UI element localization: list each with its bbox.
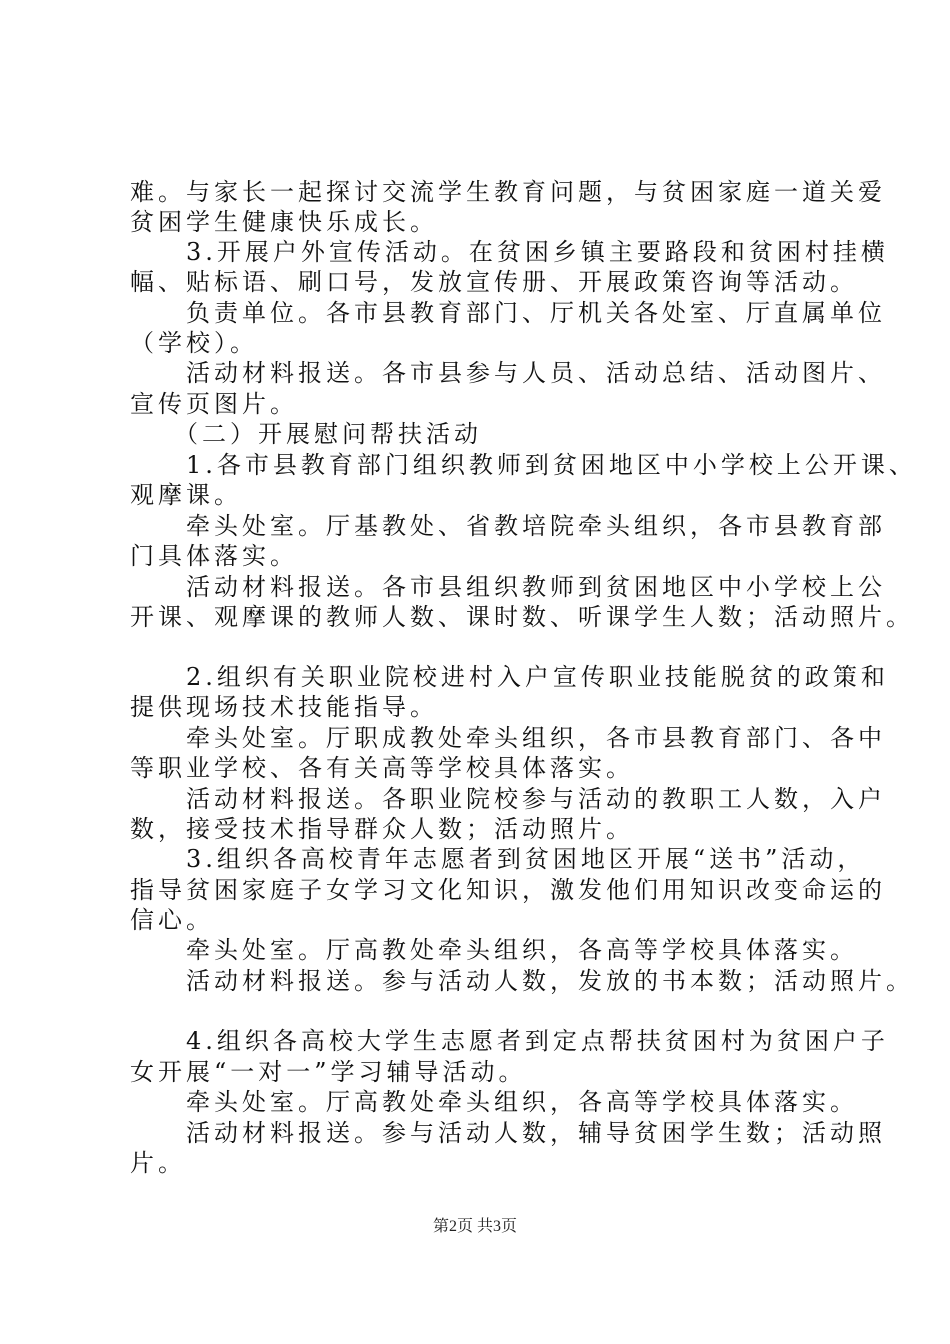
body-text-line: 活动材料报送。各市县参与人员、活动总结、活动图片、 [130, 359, 886, 387]
body-text-line: 难。与家长一起探讨交流学生教育问题，与贫困家庭一道关爱 [130, 178, 886, 206]
body-text-line: 3.开展户外宣传活动。在贫困乡镇主要路段和贫困村挂横 [130, 238, 889, 266]
body-text-line: 宣传页图片。 [130, 390, 298, 418]
body-text-line: 活动材料报送。参与活动人数，发放的书本数；活动照片。 [130, 967, 914, 995]
body-text-line: 牵头处室。厅高教处牵头组织，各高等学校具体落实。 [130, 936, 858, 964]
body-text-line: （学校）。 [130, 329, 258, 357]
body-text-line: 幅、贴标语、刷口号，发放宣传册、开展政策咨询等活动。 [130, 268, 858, 296]
body-text-line: 指导贫困家庭子女学习文化知识，激发他们用知识改变命运的 [130, 876, 886, 904]
body-text-line: 数，接受技术指导群众人数；活动照片。 [130, 815, 634, 843]
body-text-line: 观摩课。 [130, 481, 242, 509]
body-text-line: 贫困学生健康快乐成长。 [130, 208, 438, 236]
body-text-line: 开课、观摩课的教师人数、课时数、听课学生人数；活动照片。 [130, 603, 914, 631]
body-text-line: 活动材料报送。参与活动人数，辅导贫困学生数；活动照 [130, 1119, 886, 1147]
body-text-line: 牵头处室。厅基教处、省教培院牵头组织，各市县教育部 [130, 512, 886, 540]
body-text-line: 女开展“一对一”学习辅导活动。 [130, 1058, 527, 1086]
body-text-line: 负责单位。各市县教育部门、厅机关各处室、厅直属单位 [130, 299, 886, 327]
body-text-line: 提供现场技术技能指导。 [130, 693, 438, 721]
body-text-line: 牵头处室。厅高教处牵头组织，各高等学校具体落实。 [130, 1088, 858, 1116]
body-text-line: 1.各市县教育部门组织教师到贫困地区中小学校上公开课、 [130, 451, 917, 479]
section-heading: （二）开展慰问帮扶活动 [130, 420, 482, 448]
body-text-line: 活动材料报送。各市县组织教师到贫困地区中小学校上公 [130, 573, 886, 601]
body-text-line: 活动材料报送。各职业院校参与活动的教职工人数，入户 [130, 785, 886, 813]
body-text-line: 片。 [130, 1149, 186, 1177]
body-text-line: 牵头处室。厅职成教处牵头组织，各市县教育部门、各中 [130, 724, 886, 752]
body-text-line: 2.组织有关职业院校进村入户宣传职业技能脱贫的政策和 [130, 663, 889, 691]
page-number-footer: 第2页 共3页 [432, 1218, 517, 1235]
body-text-line: 等职业学校、各有关高等学校具体落实。 [130, 754, 634, 782]
body-text-line: 门具体落实。 [130, 542, 298, 570]
body-text-line: 4.组织各高校大学生志愿者到定点帮扶贫困村为贫困户子 [130, 1027, 889, 1055]
body-text-line: 3.组织各高校青年志愿者到贫困地区开展“送书”活动， [130, 845, 866, 873]
body-text-line: 信心。 [130, 906, 214, 934]
